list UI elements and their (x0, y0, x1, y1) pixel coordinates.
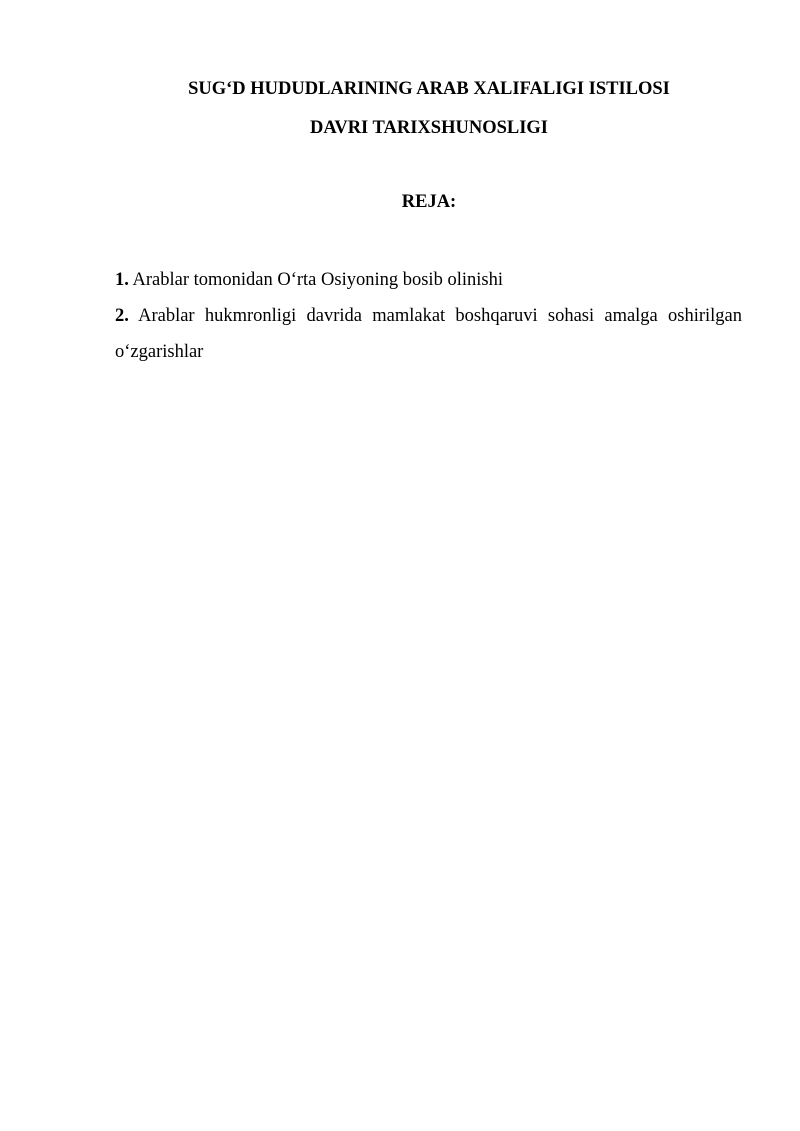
plan-item (115, 262, 742, 298)
plan-item-text: Arablar hukmronligi davrida mamlakat boshqaruvi sohasi amalga oshirilgan o‘zgarishlar (115, 306, 742, 362)
plan-item-number: 2. (115, 306, 129, 326)
plan-item (115, 298, 742, 370)
plan-item-text: Arablar tomonidan O‘rta Osiyoning bosib olinishi (132, 270, 503, 290)
document-title-line-1: SUG‘D HUDUDLARINING ARAB XALIFALIGI ISTILOSI (188, 79, 670, 99)
document-title-line-2: DAVRI TARIXSHUNOSLIGI (310, 118, 548, 138)
plan-item-number: 1. (115, 270, 129, 290)
plan-heading: REJA: (401, 192, 457, 212)
plan-list (115, 262, 742, 370)
